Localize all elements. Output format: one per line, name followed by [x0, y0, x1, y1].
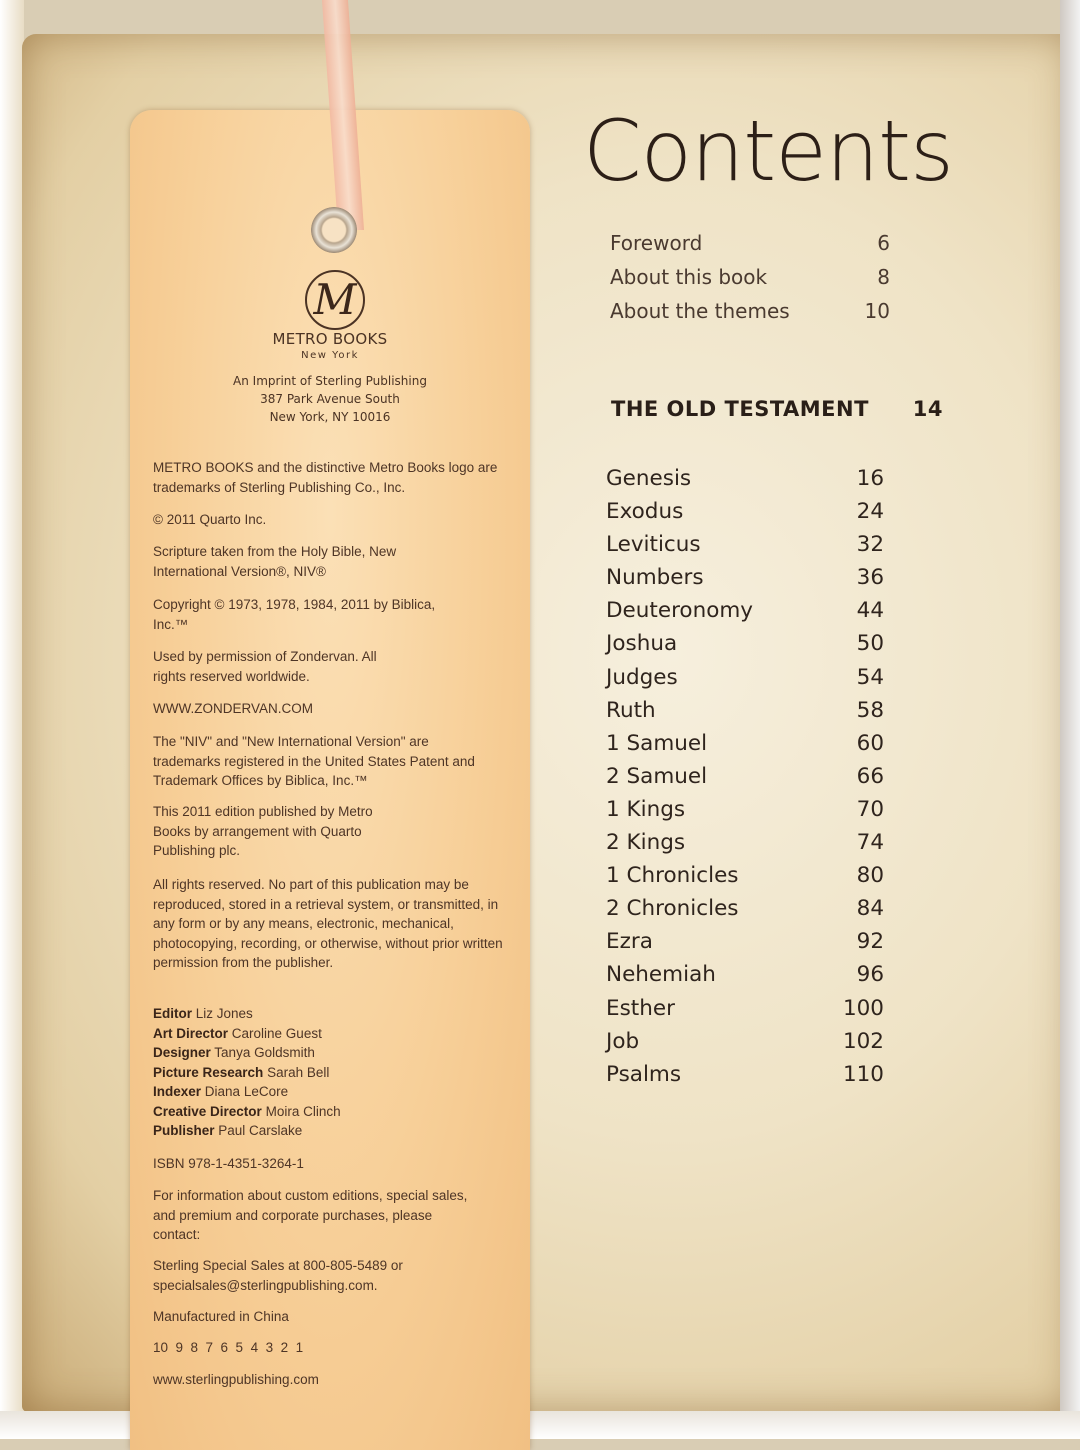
zondervan-link: WWW.ZONDERVAN.COM: [153, 701, 313, 716]
page-number: 50: [856, 631, 884, 657]
bookmark-eyelet: [311, 207, 357, 253]
toc-entry: [606, 727, 884, 760]
toc-entry: [606, 462, 884, 495]
print-line: 10 9 8 7 6 5 4 3 2 1: [153, 1340, 304, 1355]
brand-city: New York: [301, 350, 359, 361]
page-number: 92: [856, 929, 884, 955]
page-number: 80: [856, 863, 884, 889]
book-name: Deuteronomy: [606, 598, 754, 624]
credits: [153, 1004, 513, 1141]
contents-title: Contents: [583, 102, 953, 200]
book-name: Judges: [606, 664, 678, 690]
toc-entry: [606, 925, 884, 958]
address-line: New York, NY 10016: [269, 410, 391, 424]
toc-entry: [606, 793, 884, 826]
isbn: ISBN 978-1-4351-3264-1: [153, 1156, 304, 1171]
book-name: Ezra: [606, 929, 653, 955]
book-name: Exodus: [606, 499, 684, 525]
page-number: 110: [842, 1061, 884, 1087]
credit-line: Creative Director Moira Clinch: [153, 1103, 341, 1119]
front-matter-list: [610, 226, 890, 328]
book-name: Ruth: [606, 697, 656, 723]
page-number: 100: [842, 995, 884, 1021]
page-number: 16: [856, 466, 884, 491]
brand-name: METRO BOOKS: [272, 330, 388, 348]
toc-entry: [606, 661, 884, 694]
book-name: Genesis: [606, 466, 692, 491]
toc-entry: About the themes 10: [610, 299, 890, 323]
edition-note: This 2011 edition published by Metro Books by arrangement with Quarto Publishing plc.: [153, 804, 373, 858]
page-edge-right: [1060, 0, 1080, 1439]
toc-entry: [606, 594, 884, 627]
book-name: 1 Chronicles: [606, 863, 739, 889]
page-number: 58: [856, 697, 884, 723]
page-number: 70: [856, 796, 884, 822]
credit-line: Art Director Caroline Guest: [153, 1025, 322, 1041]
trademark-note: METRO BOOKS and the distinctive Metro Books logo are trademarks of Sterling Publishing Co., Inc.: [153, 460, 498, 495]
toc-entry: [606, 495, 884, 528]
book-name: 2 Kings: [606, 830, 686, 856]
biblica-copyright: Copyright © 1973, 1978, 1984, 2011 by Biblica, Inc.™: [153, 597, 436, 632]
toc-entry: [606, 694, 884, 727]
toc-entry: Foreword 6: [610, 231, 890, 255]
page-number: 74: [856, 830, 884, 856]
book-name: 2 Samuel: [606, 763, 708, 789]
rights-note: All rights reserved. No part of this publication may be reproduced, stored in a retrieval system, or transmitted, in any form or by any means, electronic, mechanical, photocopying, recording, or otherwise, without prior written permission from the publisher.: [153, 877, 503, 970]
copyright-note: © 2011 Quarto Inc.: [153, 512, 267, 527]
toc-entry: [606, 892, 884, 925]
sterling-website: www.sterlingpublishing.com: [153, 1372, 319, 1387]
page-number: 66: [856, 763, 884, 789]
book-name: Nehemiah: [606, 962, 716, 988]
book-name: Numbers: [606, 565, 704, 591]
page-number: 32: [856, 532, 884, 558]
scripture-note: Scripture taken from the Holy Bible, New International Version®, NIV®: [153, 544, 397, 579]
page-number: 102: [842, 1028, 884, 1054]
book-name: Leviticus: [606, 532, 701, 558]
toc-entry: [606, 826, 884, 859]
toc-entry: [606, 958, 884, 991]
page-number: 36: [856, 565, 884, 591]
address-line: 387 Park Avenue South: [260, 392, 400, 406]
page-number: 84: [856, 896, 884, 922]
book-name: Psalms: [606, 1061, 682, 1087]
credit-line: Publisher Paul Carslake: [153, 1123, 303, 1138]
niv-trademark-note: The "NIV" and "New International Version" are trademarks registered in the United States Patent and Trademark Offices by Biblica, Inc.™: [153, 734, 475, 788]
page-number: 24: [856, 499, 884, 525]
credit-line: Editor Liz Jones: [153, 1006, 253, 1021]
toc-entry: [606, 859, 884, 892]
page-number: 54: [856, 664, 884, 690]
section-heading-old-testament: THE OLD TESTAMENT 14: [611, 397, 943, 421]
manufactured-note: Manufactured in China: [153, 1309, 289, 1324]
book-name: 2 Chronicles: [606, 896, 739, 922]
book-name: 1 Kings: [606, 796, 686, 822]
book-name: Esther: [606, 995, 675, 1021]
metro-books-logo: M: [305, 270, 365, 330]
permission-note: Used by permission of Zondervan. All rights reserved worldwide.: [153, 649, 377, 684]
toc-entry: [606, 561, 884, 594]
book-name: 1 Samuel: [606, 730, 708, 756]
bookmark: [130, 110, 530, 1450]
toc-entry: [606, 992, 884, 1025]
old-testament-list: [606, 462, 884, 1091]
credit-line: Picture Research Sarah Bell: [153, 1064, 330, 1080]
page-number: 96: [856, 962, 884, 988]
toc-entry: [606, 1025, 884, 1058]
toc-entry: [606, 1058, 884, 1091]
publisher-address: [130, 372, 530, 426]
toc-entry: [606, 528, 884, 561]
book-name: Joshua: [606, 631, 678, 657]
toc-entry: [606, 760, 884, 793]
credit-line: Indexer Diana LeCore: [153, 1084, 289, 1099]
toc-entry: About this book 8: [610, 265, 890, 289]
toc-entry: [606, 627, 884, 660]
address-line: An Imprint of Sterling Publishing: [233, 374, 427, 388]
page-number: 44: [856, 598, 884, 624]
credit-line: Designer Tanya Goldsmith: [153, 1045, 315, 1060]
page-number: 60: [856, 730, 884, 756]
special-sales-contact: Sterling Special Sales at 800-805-5489 or specialsales@sterlingpublishing.com.: [153, 1258, 403, 1293]
book-name: Job: [606, 1028, 640, 1054]
page-edge-left: [0, 0, 24, 1439]
custom-editions-note: For information about custom editions, special sales, and premium and corporate purchases, please contact:: [153, 1188, 468, 1242]
